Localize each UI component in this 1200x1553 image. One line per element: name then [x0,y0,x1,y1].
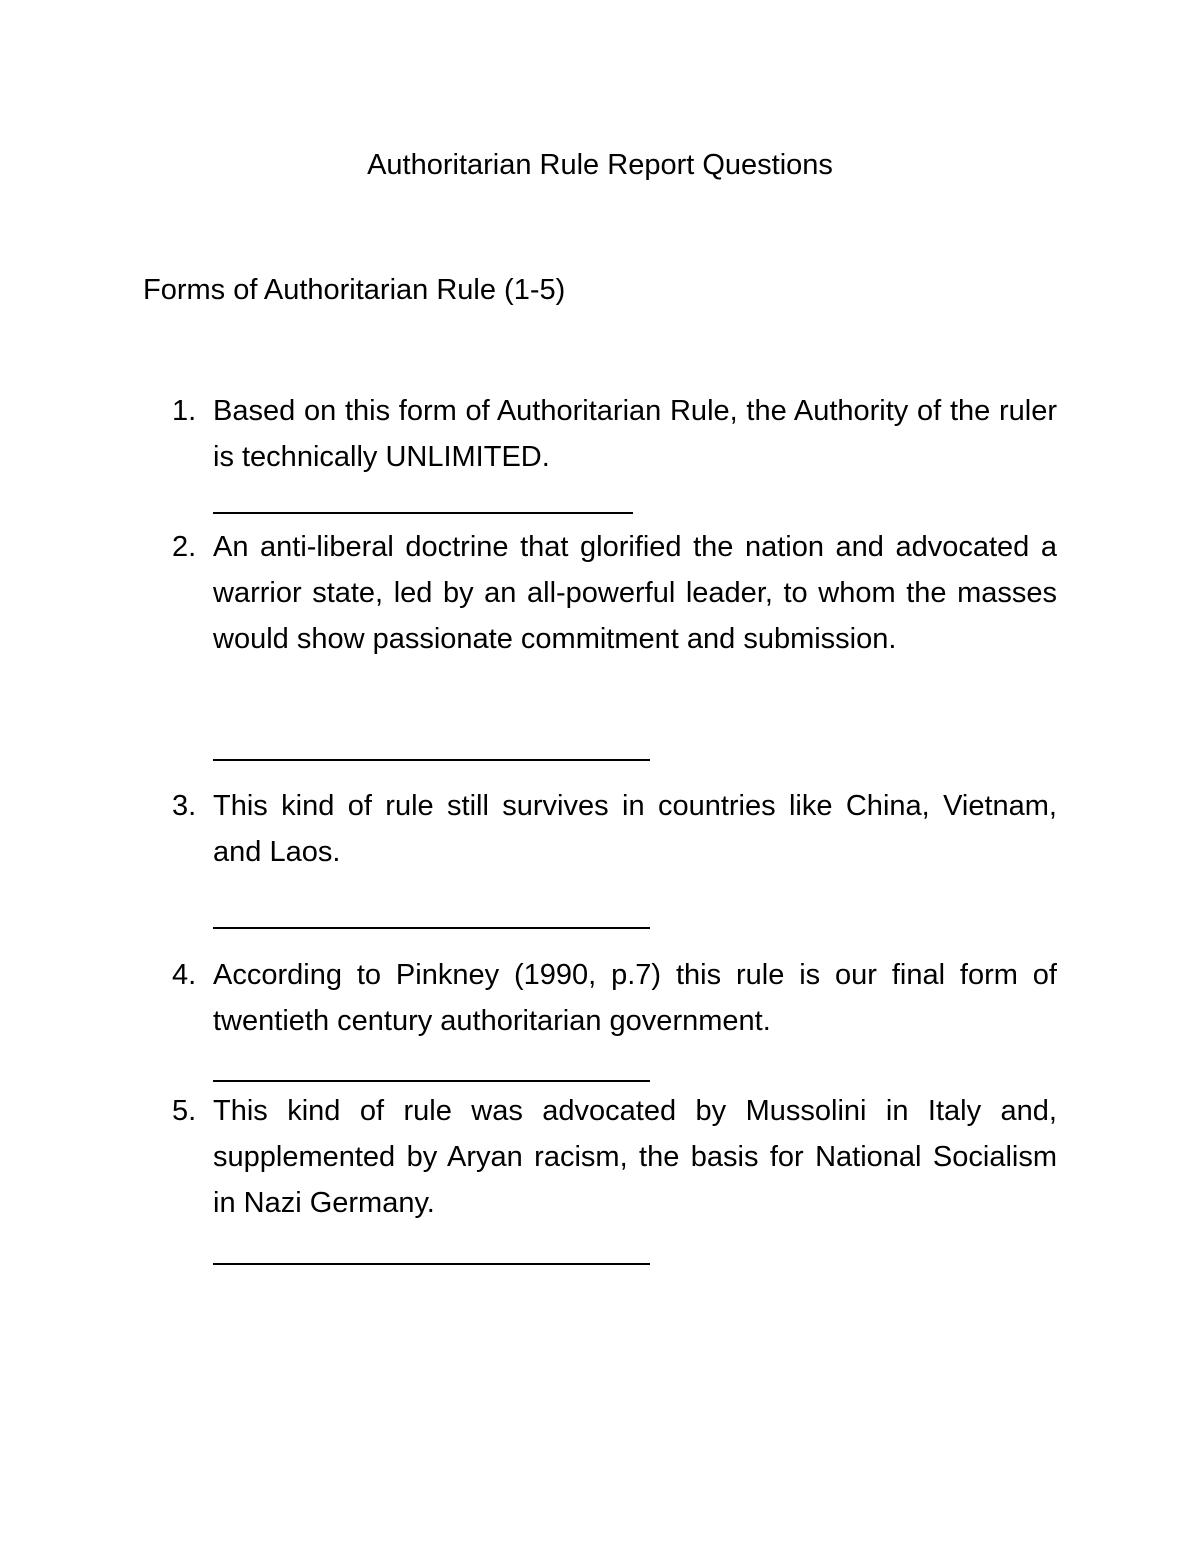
question-1-number: 1. [172,395,197,427]
question-1-answer-line[interactable] [213,512,633,514]
question-5-answer-line[interactable] [213,1263,650,1265]
question-4-text: According to Pinkney (1990, p.7) this rule is our final form of twentieth century authoritarian government. [213,959,1057,1037]
question-4-answer-line[interactable] [213,1080,650,1082]
question-1-text: Based on this form of Authoritarian Rule, the Authority of the ruler is technically UNLIMITED. [213,395,1057,473]
question-2-number: 2. [172,531,197,563]
question-5-number: 5. [172,1095,197,1127]
question-2-text: An anti-liberal doctrine that glorified the nation and advocated a warrior state, led by an all-powerful leader, to whom the masses would show passionate commitment and submission. [213,531,1057,655]
question-4-number: 4. [172,959,197,991]
question-3-text: This kind of rule still survives in countries like China, Vietnam, and Laos. [213,790,1057,868]
question-5-text: This kind of rule was advocated by Mussolini in Italy and, supplemented by Aryan racism, the basis for National Socialism in Nazi Germany. [213,1095,1057,1219]
question-3-number: 3. [172,790,197,822]
question-2-answer-line[interactable] [213,759,650,761]
question-3-answer-line[interactable] [213,927,650,929]
section-heading: Forms of Authoritarian Rule (1-5) [143,274,566,306]
page-title: Authoritarian Rule Report Questions [367,149,833,181]
